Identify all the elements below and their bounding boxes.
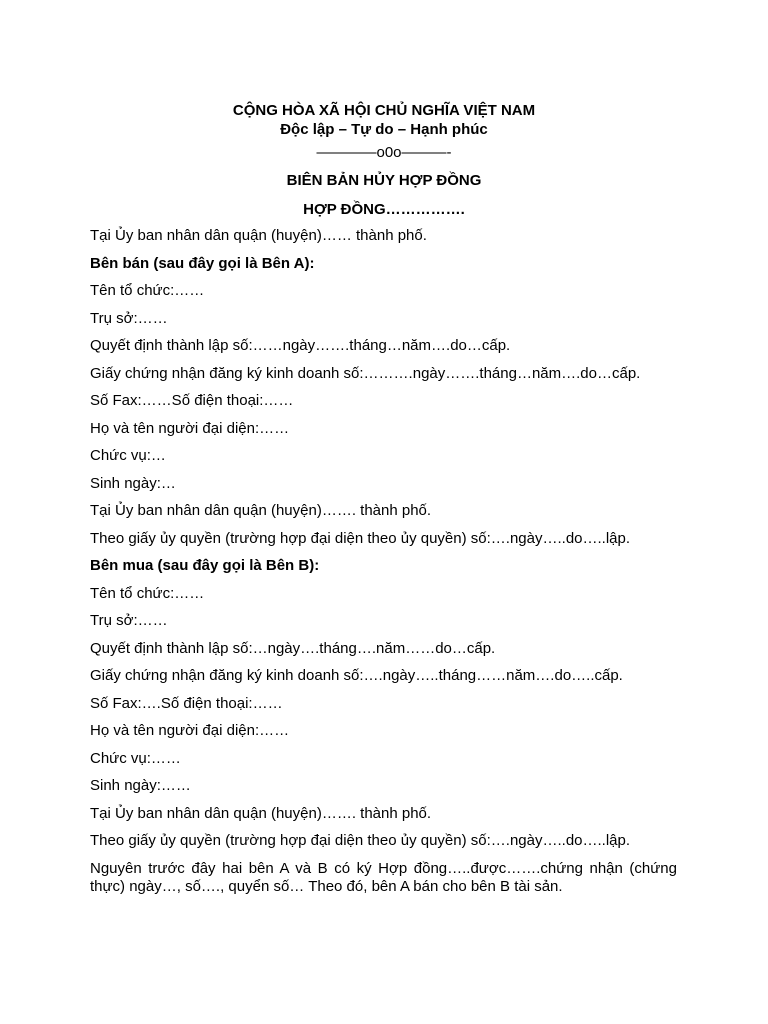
document-line: Chức vụ:…… <box>90 749 181 767</box>
document-line: Họ và tên người đại diện:…… <box>90 722 290 739</box>
document-line: Quyết định thành lập số:……ngày…….tháng…năm….do…cấp. <box>90 337 511 354</box>
document-line: Họ và tên người đại diện:…… <box>90 419 290 437</box>
document-line: Theo giấy ủy quyền (trường hợp đại diện theo ủy quyền) số:….ngày…..do…..lập. <box>90 832 631 849</box>
document-line: Trụ sở:…… <box>90 612 168 629</box>
document-body <box>90 227 677 860</box>
closing-paragraph: Nguyên trước đây hai bên A và B có ký Hợp đồng…..được…….chứng nhận (chứng thực) ngày…, số…., quyển số… Theo đó, bên A bán cho bên B tài sản. <box>90 860 677 895</box>
document-line: Tại Ủy ban nhân dân quận (huyện)…… thành phố. <box>90 227 427 244</box>
document-line: Số Fax:……Số điện thoại:…… <box>90 392 294 409</box>
document-line: Tên tổ chức:…… <box>90 584 205 602</box>
document-line: Trụ sở:…… <box>90 309 168 327</box>
document-line: Chức vụ:… <box>90 447 166 464</box>
document-title: BIÊN BẢN HỦY HỢP ĐỒNG <box>286 172 482 189</box>
national-motto: Độc lập – Tự do – Hạnh phúc <box>280 121 488 138</box>
document-line: Tại Ủy ban nhân dân quận (huyện)……. thành phố. <box>90 804 432 822</box>
document-line: Theo giấy ủy quyền (trường hợp đại diện theo ủy quyền) số:….ngày…..do…..lập. <box>90 529 631 547</box>
party-heading: Bên mua (sau đây gọi là Bên B): <box>90 557 320 574</box>
country-heading: CỘNG HÒA XÃ HỘI CHỦ NGHĨA VIỆT NAM <box>232 102 536 119</box>
heading-separator: ————o0o———- <box>316 144 452 161</box>
document-line: Tại Ủy ban nhân dân quận (huyện)……. thành phố. <box>90 502 432 519</box>
document-line: Giấy chứng nhận đăng ký kinh doanh số:……….ngày…….tháng…năm….do…cấp. <box>90 364 641 382</box>
document-line: Quyết định thành lập số:…ngày….tháng….năm……do…cấp. <box>90 639 496 657</box>
contract-number: HỢP ĐỒNG……………. <box>303 201 465 218</box>
document-line: Số Fax:….Số điện thoại:…… <box>90 694 283 712</box>
document-line: Tên tổ chức:…… <box>90 282 205 299</box>
document-line: Giấy chứng nhận đăng ký kinh doanh số:….ngày…..tháng……năm….do…..cấp. <box>90 667 623 684</box>
document-line: Sinh ngày:… <box>90 474 176 492</box>
document-line: Sinh ngày:…… <box>90 777 191 794</box>
party-heading: Bên bán (sau đây gọi là Bên A): <box>90 254 315 272</box>
